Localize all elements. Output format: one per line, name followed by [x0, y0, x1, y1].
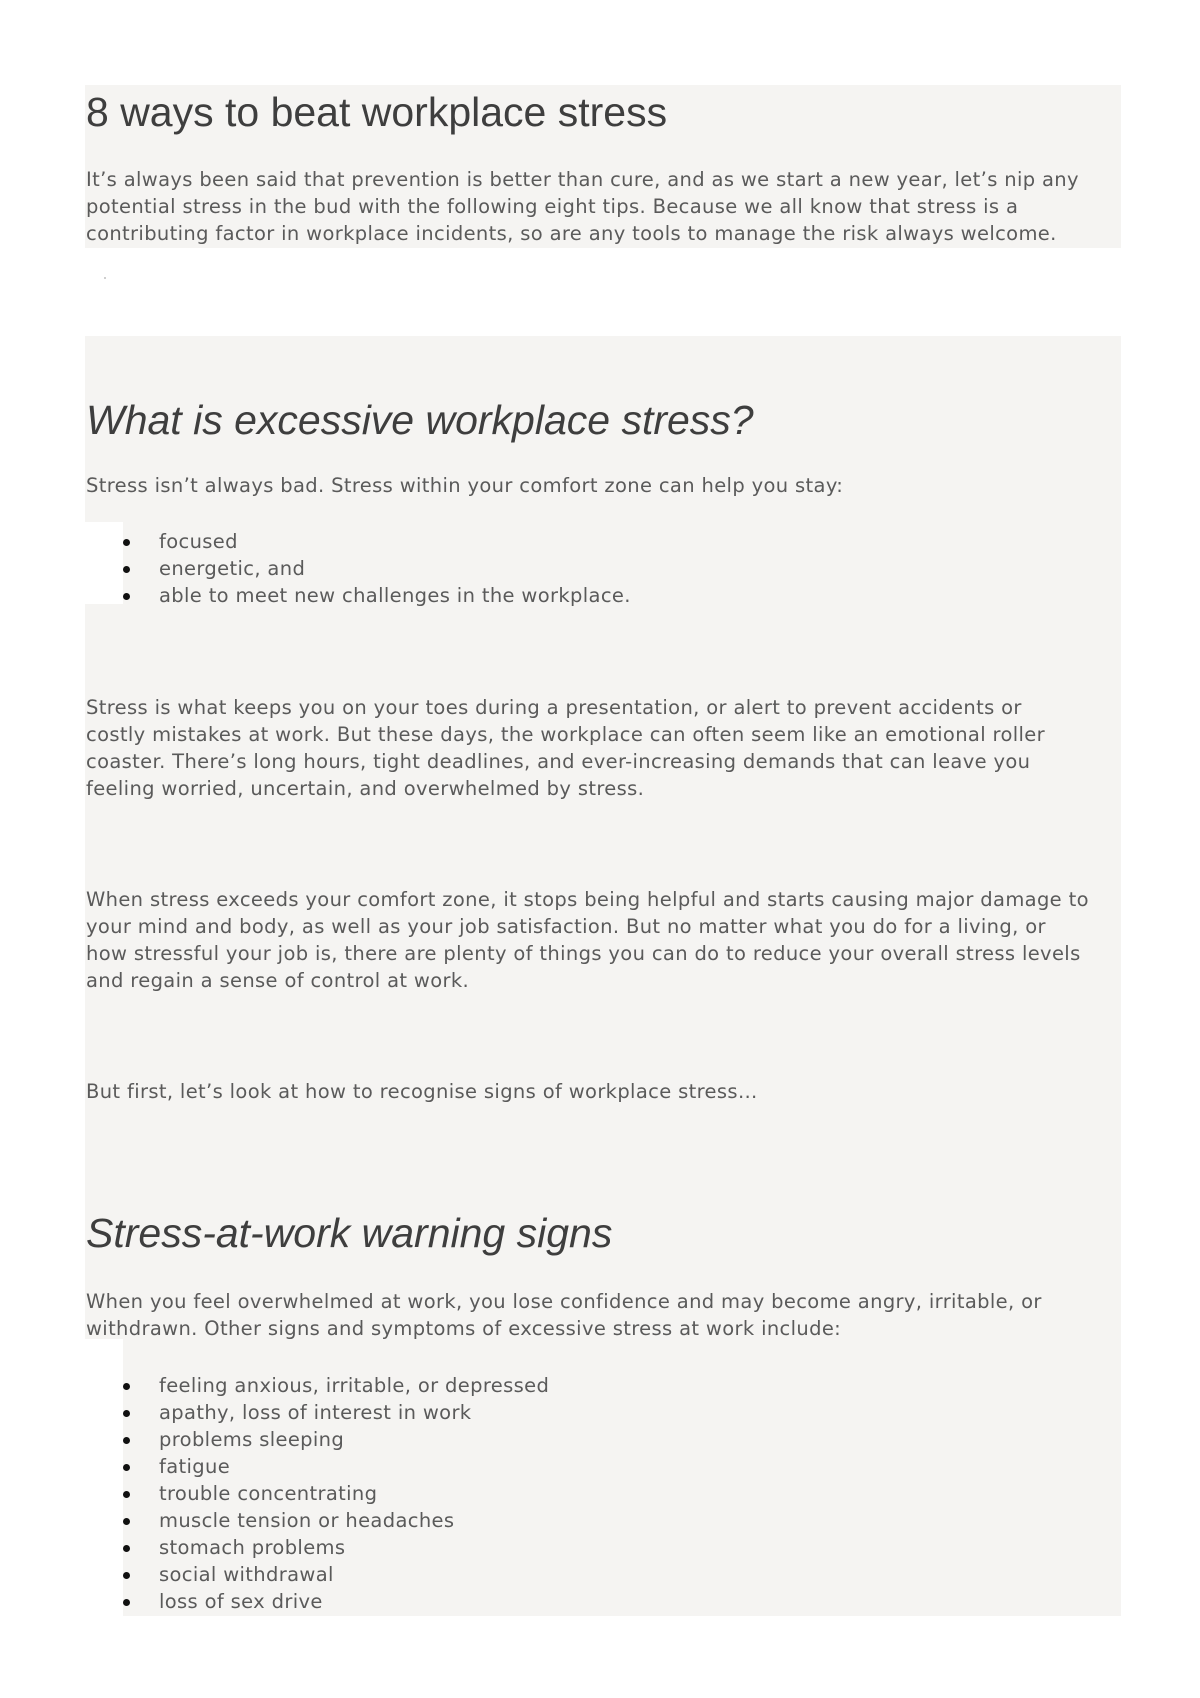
intro-line: potential stress in the bud with the following eight tips. Because we all know that stress is a: [86, 195, 1019, 218]
bullet-icon: [123, 1464, 130, 1471]
list-item: trouble concentrating: [86, 1480, 549, 1507]
bullet-icon: [123, 1491, 130, 1498]
bullet-icon: [123, 1437, 130, 1444]
list-item: fatigue: [86, 1453, 549, 1480]
section1-lead: [86, 472, 1126, 499]
list-item: feeling anxious, irritable, or depressed: [86, 1372, 549, 1399]
section2-lead: When you feel overwhelmed at work, you lose confidence and may become angry, irritable, or withdrawn. Other signs and symptoms of excessive stress at work include:: [86, 1290, 1042, 1340]
list-item: social withdrawal: [86, 1561, 549, 1588]
list-item: able to meet new challenges in the workplace.: [86, 582, 631, 609]
list-item: focused: [86, 528, 631, 555]
list-item: problems sleeping: [86, 1426, 549, 1453]
warning-signs-list: [86, 1372, 549, 1615]
bullet-icon: [123, 1599, 130, 1606]
list-item: loss of sex drive: [86, 1588, 549, 1615]
bullet-icon: [123, 1572, 130, 1579]
list-item: muscle tension or headaches: [86, 1507, 549, 1534]
section1-paragraph-3: But first, let’s look at how to recognise signs of workplace stress…: [86, 1080, 758, 1103]
intro-line: contributing factor in workplace incidents, so are any tools to manage the risk always welcome.: [86, 222, 1057, 245]
intro-line: It’s always been said that prevention is better than cure, and as we start a new year, let’s nip any: [86, 168, 1079, 191]
list-item: apathy, loss of interest in work: [86, 1399, 549, 1426]
list-item: stomach problems: [86, 1534, 549, 1561]
intro-paragraph: [86, 166, 1126, 247]
bullet-icon: [123, 593, 130, 600]
bullet-icon: [123, 1545, 130, 1552]
page-title: 8 ways to beat workplace stress: [86, 89, 668, 135]
bullet-icon: [123, 1518, 130, 1525]
comfort-zone-list: [86, 528, 631, 609]
bullet-icon: [123, 539, 130, 546]
bullet-icon: [123, 566, 130, 573]
section1-lead-line: Stress isn’t always bad. Stress within your comfort zone can help you stay:: [86, 474, 844, 497]
bullet-icon: [123, 1383, 130, 1390]
section1-paragraph-2: When stress exceeds your comfort zone, it stops being helpful and starts causing major damage to your mind and body, as well as your job satisfaction. But no matter what you do for a living, or how stressful your job is, there are plenty of things you can do to reduce your overall stress levels and regain a sense of control at work.: [86, 888, 1089, 992]
stray-dot: [104, 277, 106, 279]
section1-paragraph-1: Stress is what keeps you on your toes during a presentation, or alert to prevent accidents or costly mistakes at work. But these days, the workplace can often seem like an emotional roller coaster. There’s long hours, tight deadlines, and ever-increasing demands that can leave you feeling worried, uncertain, and overwhelmed by stress.: [86, 696, 1045, 800]
section-heading-excessive-stress: What is excessive workplace stress?: [86, 397, 754, 443]
section-heading-warning-signs: Stress-at-work warning signs: [86, 1210, 613, 1256]
bullet-icon: [123, 1410, 130, 1417]
list-item: energetic, and: [86, 555, 631, 582]
